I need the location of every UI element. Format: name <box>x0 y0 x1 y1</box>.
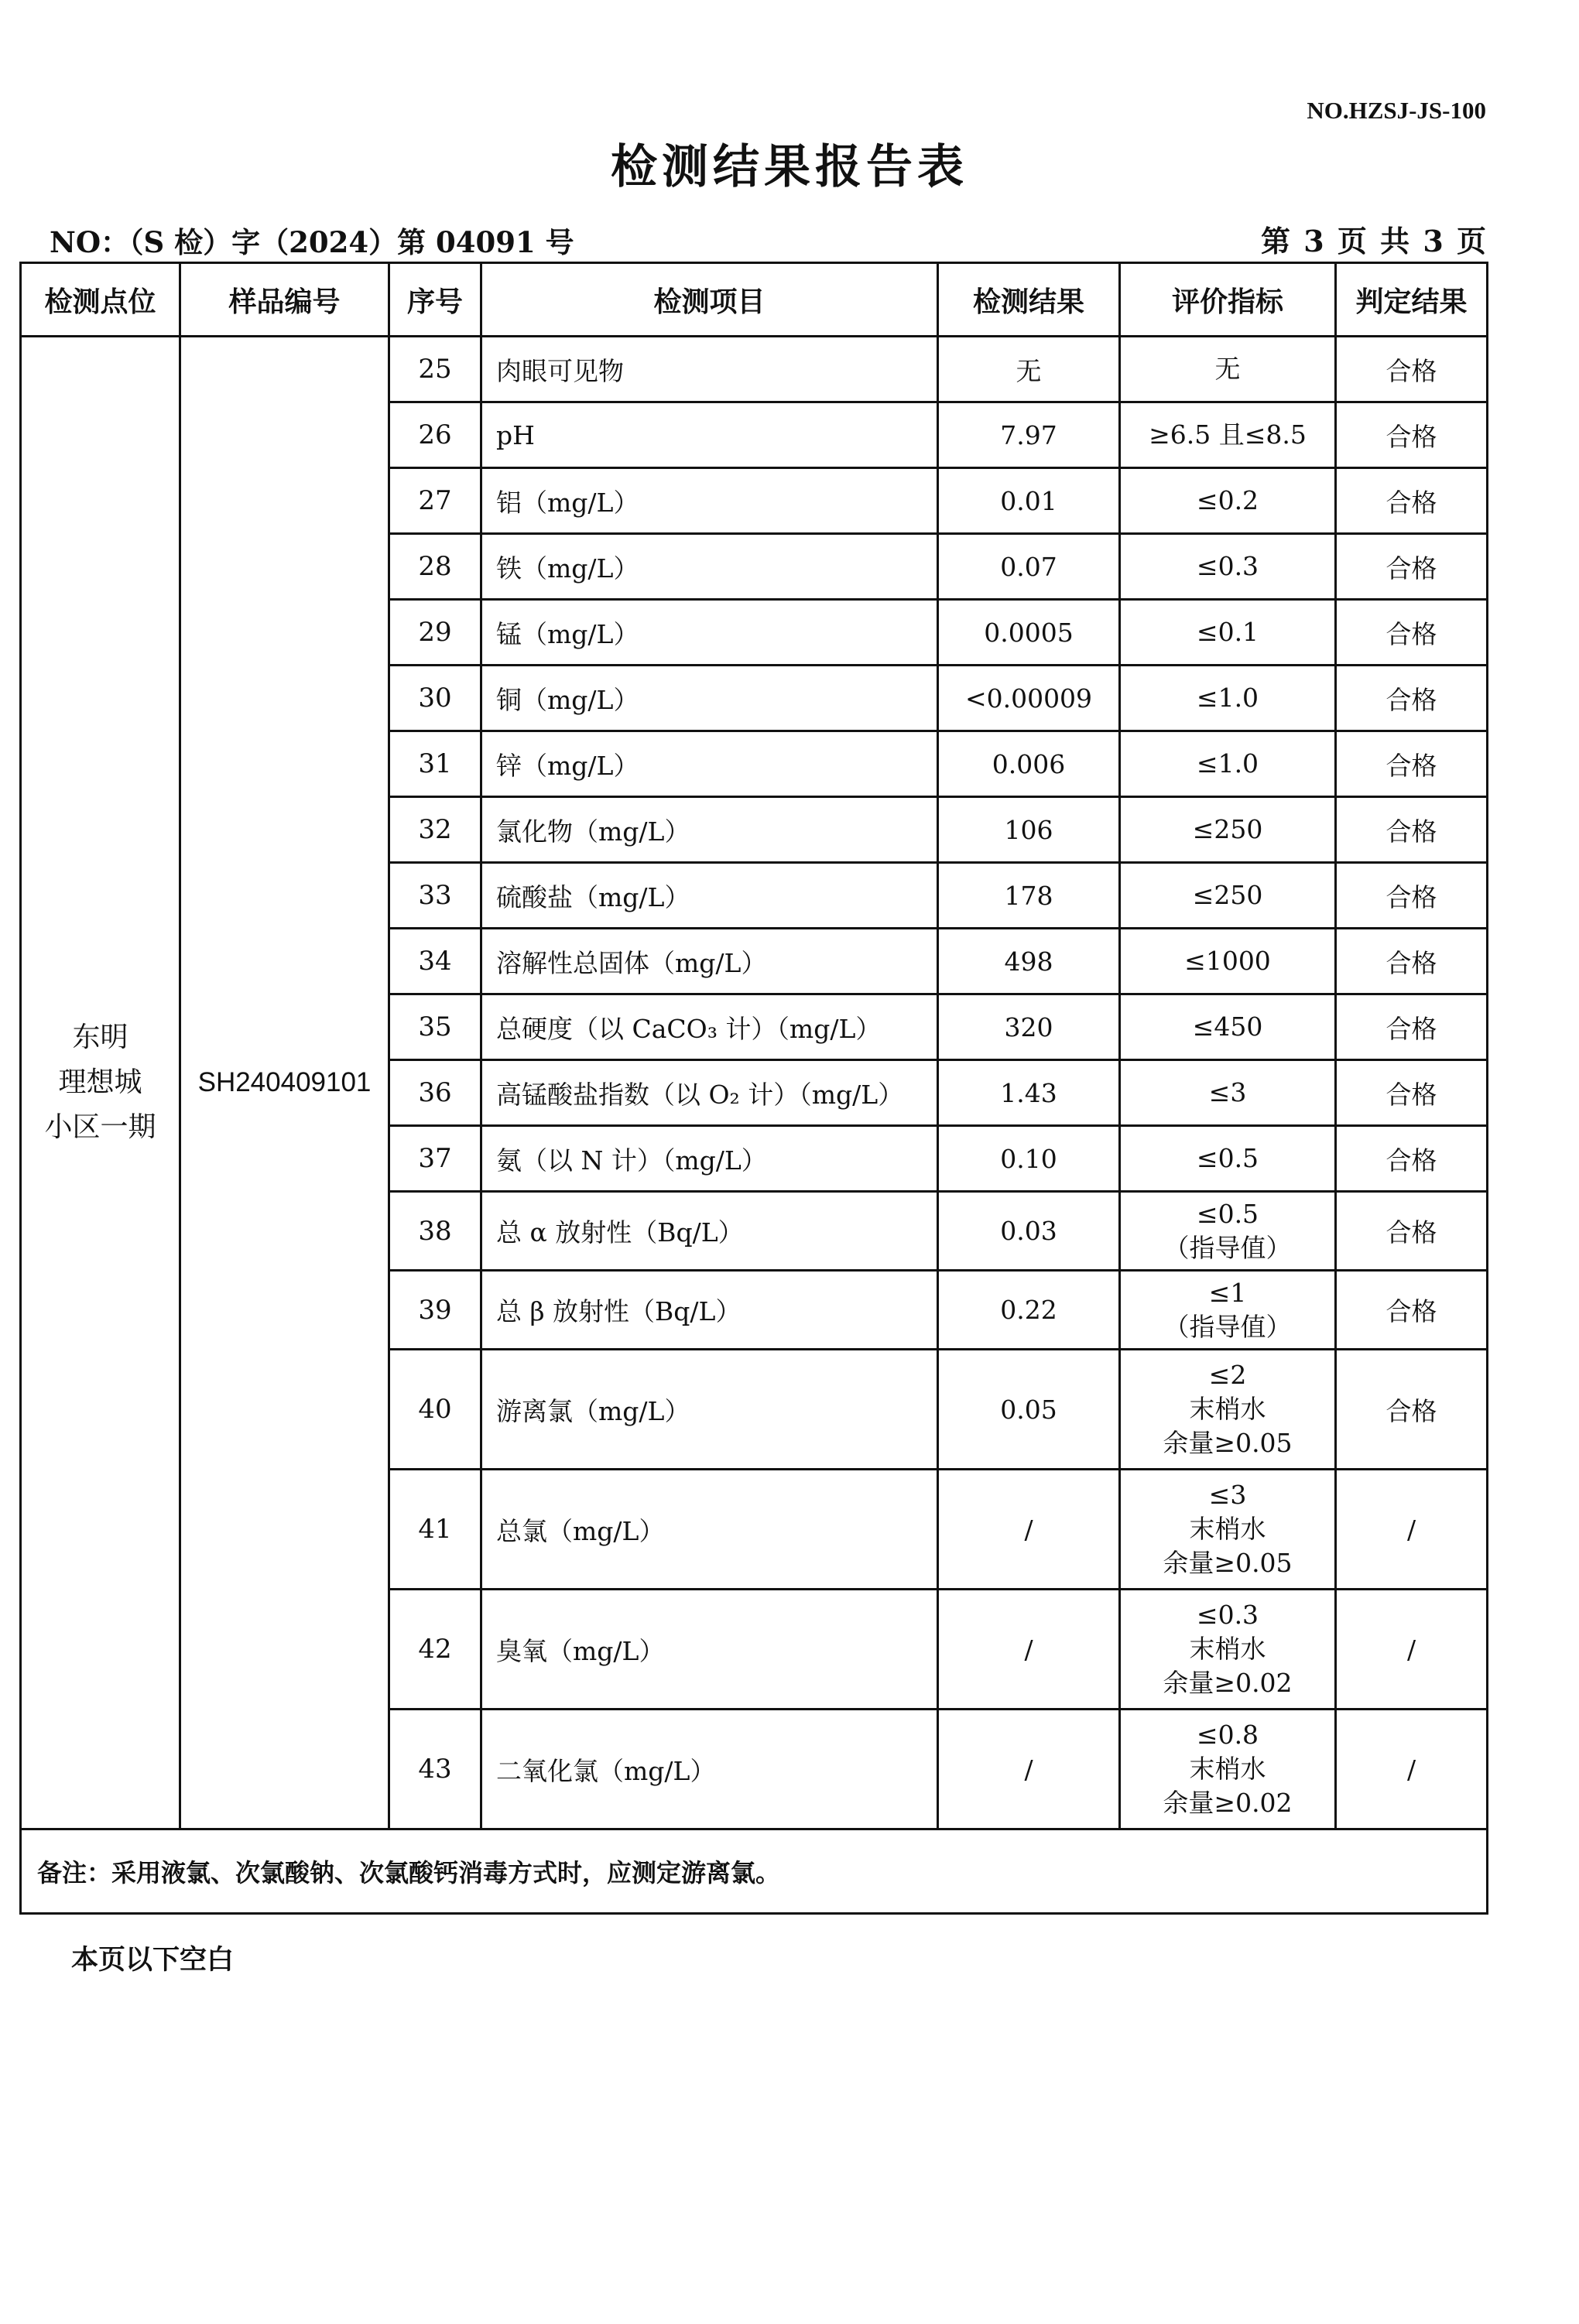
item-cell: 锌（mg/L） <box>481 731 938 797</box>
header-row <box>21 263 1488 337</box>
table-row <box>21 337 1488 402</box>
item-cell: 高锰酸盐指数（以 O₂ 计）（mg/L） <box>481 1060 938 1126</box>
verdict-cell: 合格 <box>1336 1271 1488 1350</box>
result-cell: 498 <box>938 929 1120 994</box>
note-row <box>21 1829 1488 1914</box>
index-cell: 41 <box>389 1470 481 1590</box>
criteria-cell <box>1120 1710 1336 1829</box>
result-cell: 0.22 <box>938 1271 1120 1350</box>
criteria-cell <box>1120 1271 1336 1350</box>
report-number: NO：（S 检）字（2024）第 04091 号 <box>50 225 574 259</box>
verdict-cell: 合格 <box>1336 402 1488 468</box>
index-cell: 28 <box>389 534 481 600</box>
criteria-line: 余量≥0.02 <box>1163 1668 1293 1698</box>
header-index: 序号 <box>389 263 481 337</box>
criteria-cell <box>1120 1470 1336 1590</box>
header-criteria: 评价指标 <box>1120 263 1336 337</box>
item-cell: 总硬度（以 CaCO₃ 计）（mg/L） <box>481 994 938 1060</box>
criteria-cell <box>1120 534 1336 600</box>
criteria-line: ≤0.3 <box>1196 1600 1259 1630</box>
index-cell: 26 <box>389 402 481 468</box>
location-line: 东明 <box>72 1022 128 1053</box>
page-title: 检测结果报告表 <box>611 140 968 194</box>
item-cell: pH <box>481 402 938 468</box>
criteria-line: ≤0.5 <box>1196 1143 1259 1173</box>
item-cell: 总氯（mg/L） <box>481 1470 938 1590</box>
location-line: 小区一期 <box>44 1111 156 1143</box>
index-cell: 36 <box>389 1060 481 1126</box>
index-cell: 31 <box>389 731 481 797</box>
item-cell: 溶解性总固体（mg/L） <box>481 929 938 994</box>
sample-id-cell: SH240409101 <box>180 337 389 1829</box>
result-cell: 178 <box>938 863 1120 929</box>
criteria-cell <box>1120 666 1336 731</box>
criteria-line: ≤0.5 <box>1196 1198 1259 1229</box>
verdict-cell: 合格 <box>1336 1192 1488 1271</box>
criteria-line: ≤3 <box>1208 1480 1247 1510</box>
criteria-line: ≤1000 <box>1184 946 1271 976</box>
header-verdict: 判定结果 <box>1336 263 1488 337</box>
result-cell: / <box>938 1470 1120 1590</box>
criteria-line: 无 <box>1214 354 1241 384</box>
verdict-cell: / <box>1336 1470 1488 1590</box>
note: 备注：采用液氯、次氯酸钠、次氯酸钙消毒方式时，应测定游离氯。 <box>21 1829 1488 1914</box>
criteria-cell <box>1120 600 1336 666</box>
result-cell: <0.00009 <box>938 666 1120 731</box>
item-cell: 锰（mg/L） <box>481 600 938 666</box>
criteria-line: ≤450 <box>1192 1011 1263 1042</box>
index-cell: 37 <box>389 1126 481 1192</box>
verdict-cell: 合格 <box>1336 863 1488 929</box>
result-cell: 320 <box>938 994 1120 1060</box>
criteria-line: ≥6.5 且≤8.5 <box>1149 419 1307 450</box>
criteria-line: 末梢水 <box>1189 1754 1266 1784</box>
result-cell: 0.07 <box>938 534 1120 600</box>
result-cell: / <box>938 1590 1120 1710</box>
verdict-cell: 合格 <box>1336 731 1488 797</box>
criteria-line: ≤0.8 <box>1196 1720 1259 1750</box>
item-cell: 臭氧（mg/L） <box>481 1590 938 1710</box>
verdict-cell: / <box>1336 1590 1488 1710</box>
result-cell: 0.05 <box>938 1350 1120 1470</box>
index-cell: 38 <box>389 1192 481 1271</box>
verdict-cell: 合格 <box>1336 337 1488 402</box>
criteria-line: 末梢水 <box>1189 1514 1266 1544</box>
verdict-cell: 合格 <box>1336 797 1488 863</box>
criteria-cell <box>1120 1350 1336 1470</box>
results-table <box>19 262 1488 1915</box>
criteria-cell <box>1120 797 1336 863</box>
criteria-line: （指导值） <box>1163 1311 1292 1342</box>
criteria-cell <box>1120 1060 1336 1126</box>
item-cell: 氯化物（mg/L） <box>481 797 938 863</box>
index-cell: 34 <box>389 929 481 994</box>
index-cell: 42 <box>389 1590 481 1710</box>
criteria-line: ≤1.0 <box>1196 748 1259 779</box>
index-cell: 25 <box>389 337 481 402</box>
header-result: 检测结果 <box>938 263 1120 337</box>
result-cell: 7.97 <box>938 402 1120 468</box>
criteria-cell <box>1120 994 1336 1060</box>
index-cell: 40 <box>389 1350 481 1470</box>
verdict-cell: 合格 <box>1336 929 1488 994</box>
item-cell: 铜（mg/L） <box>481 666 938 731</box>
blank-page-note: 本页以下空白 <box>71 1945 235 1976</box>
item-cell: 肉眼可见物 <box>481 337 938 402</box>
item-cell: 硫酸盐（mg/L） <box>481 863 938 929</box>
criteria-cell <box>1120 468 1336 534</box>
criteria-cell <box>1120 863 1336 929</box>
criteria-line: 余量≥0.02 <box>1163 1788 1293 1818</box>
verdict-cell: / <box>1336 1710 1488 1829</box>
item-cell: 总 β 放射性（Bq/L） <box>481 1271 938 1350</box>
criteria-line: （指导值） <box>1163 1232 1292 1263</box>
index-cell: 29 <box>389 600 481 666</box>
index-cell: 27 <box>389 468 481 534</box>
result-cell: 0.006 <box>938 731 1120 797</box>
item-cell: 铁（mg/L） <box>481 534 938 600</box>
criteria-cell <box>1120 731 1336 797</box>
criteria-line: ≤0.2 <box>1196 485 1259 515</box>
criteria-cell <box>1120 929 1336 994</box>
item-cell: 游离氯（mg/L） <box>481 1350 938 1470</box>
verdict-cell: 合格 <box>1336 1060 1488 1126</box>
result-cell: 无 <box>938 337 1120 402</box>
item-cell: 二氧化氯（mg/L） <box>481 1710 938 1829</box>
header-location: 检测点位 <box>21 263 180 337</box>
index-cell: 35 <box>389 994 481 1060</box>
item-cell: 总 α 放射性（Bq/L） <box>481 1192 938 1271</box>
criteria-line: 末梢水 <box>1189 1394 1266 1424</box>
item-cell: 氨（以 N 计）（mg/L） <box>481 1126 938 1192</box>
verdict-cell: 合格 <box>1336 534 1488 600</box>
criteria-line: ≤250 <box>1192 814 1263 844</box>
criteria-cell <box>1120 1590 1336 1710</box>
verdict-cell: 合格 <box>1336 1350 1488 1470</box>
verdict-cell: 合格 <box>1336 600 1488 666</box>
index-cell: 30 <box>389 666 481 731</box>
result-cell: 0.0005 <box>938 600 1120 666</box>
criteria-line: 余量≥0.05 <box>1163 1428 1293 1458</box>
form-number: NO.HZSJ-JS-100 <box>1307 97 1486 124</box>
header-sample-id: 样品编号 <box>180 263 389 337</box>
criteria-cell <box>1120 402 1336 468</box>
result-cell: 0.10 <box>938 1126 1120 1192</box>
criteria-line: 末梢水 <box>1189 1634 1266 1664</box>
criteria-line: ≤3 <box>1208 1077 1247 1107</box>
verdict-cell: 合格 <box>1336 1126 1488 1192</box>
criteria-cell <box>1120 1126 1336 1192</box>
criteria-line: ≤2 <box>1208 1360 1247 1390</box>
criteria-cell <box>1120 1192 1336 1271</box>
item-cell: 铝（mg/L） <box>481 468 938 534</box>
location-cell <box>21 337 180 1829</box>
index-cell: 43 <box>389 1710 481 1829</box>
criteria-cell <box>1120 337 1336 402</box>
result-cell: 1.43 <box>938 1060 1120 1126</box>
header-item: 检测项目 <box>481 263 938 337</box>
verdict-cell: 合格 <box>1336 468 1488 534</box>
result-cell: / <box>938 1710 1120 1829</box>
criteria-line: 余量≥0.05 <box>1163 1548 1293 1578</box>
verdict-cell: 合格 <box>1336 994 1488 1060</box>
criteria-line: ≤250 <box>1192 880 1263 910</box>
criteria-line: ≤1 <box>1208 1277 1247 1308</box>
criteria-line: ≤0.3 <box>1196 551 1259 581</box>
result-cell: 106 <box>938 797 1120 863</box>
page-info: 第 3 页 共 3 页 <box>1260 224 1488 258</box>
criteria-line: ≤1.0 <box>1196 683 1259 713</box>
verdict-cell: 合格 <box>1336 666 1488 731</box>
result-cell: 0.01 <box>938 468 1120 534</box>
criteria-line: ≤0.1 <box>1196 617 1259 647</box>
result-cell: 0.03 <box>938 1192 1120 1271</box>
location-line: 理想城 <box>58 1066 142 1098</box>
index-cell: 32 <box>389 797 481 863</box>
index-cell: 39 <box>389 1271 481 1350</box>
index-cell: 33 <box>389 863 481 929</box>
